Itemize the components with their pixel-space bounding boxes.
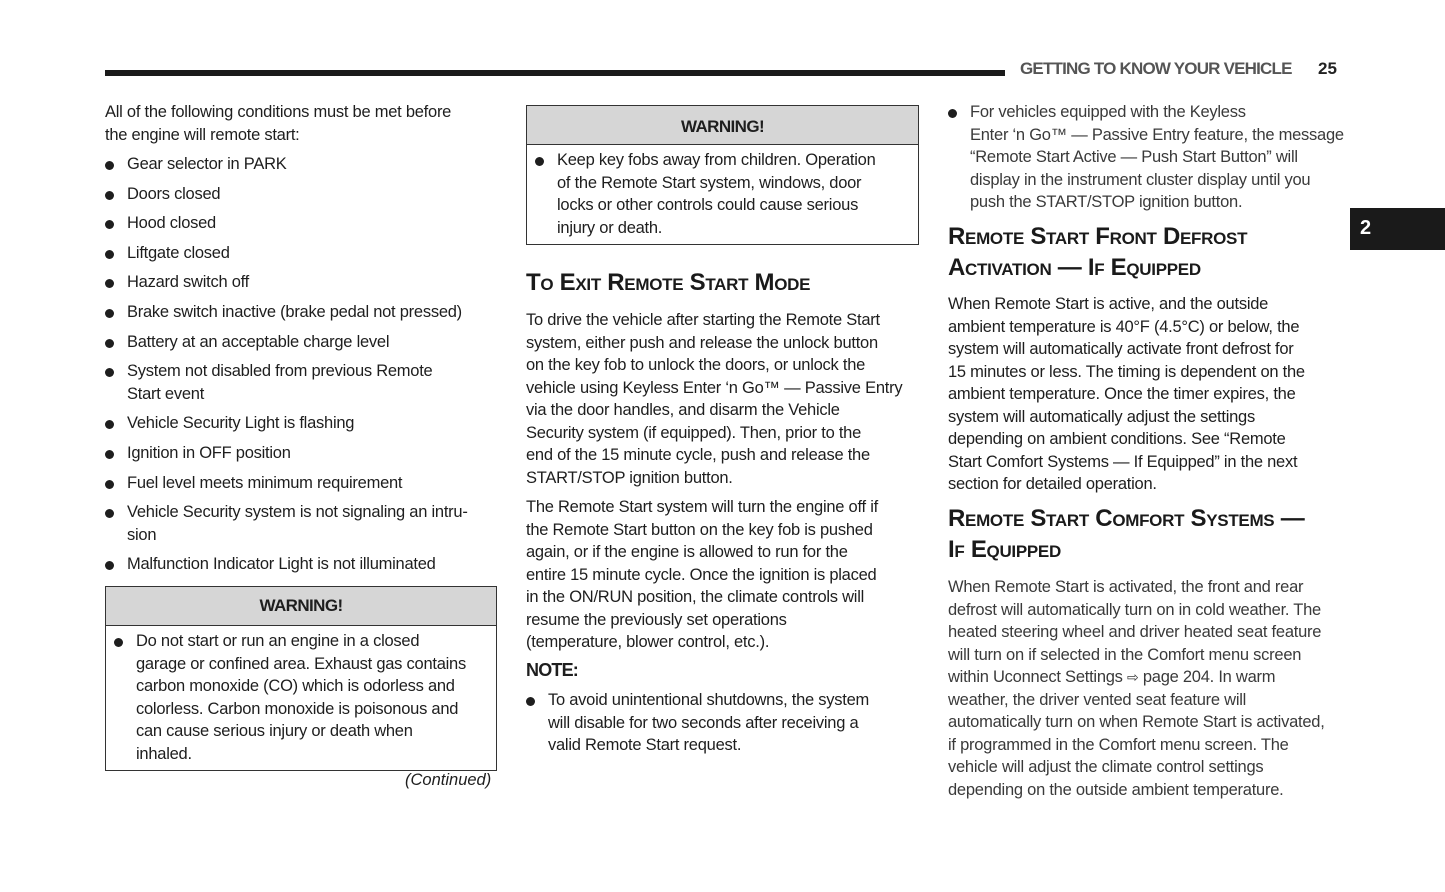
chapter-number: 2 [1360,217,1372,239]
paragraph: When Remote Start is active, and the outside ambient temperature is 40°F (4.5°C) or below, the system will automatically activate front defrost for 15 minutes or less. The timing is dependent on the ambient temperature. Once the timer expires, the system will automatically adjust the settings depending on ambient conditions. See “Remote Start Comfort Systems — If Equipped” in the next section for detailed operation. [948,295,1305,493]
bullet-icon [105,509,114,518]
condition-text: Ignition in OFF position [127,443,291,462]
warning-title: WARNING! [527,106,918,145]
condition-text: Hood closed [127,214,216,233]
condition-text: Liftgate closed [127,243,230,262]
page-reference-link[interactable]: page 204 [1142,668,1210,686]
bullet-icon [105,191,114,200]
condition-text: Gear selector in PARK [127,155,287,173]
condition-text: Battery at an acceptable charge level [127,332,390,351]
section-title: GETTING TO KNOW YOUR VEHICLE [1020,59,1292,78]
warning-box-1 [105,586,497,771]
bullet-icon [105,561,114,570]
condition-text: Malfunction Indicator Light is not illuminated [127,555,436,574]
bullet-icon [105,480,114,489]
note-text: To avoid unintentional shutdowns, the system will disable for two seconds after receiving a valid Remote Start request. [548,691,870,754]
condition-text: System not disabled from previous Remote Start event [127,362,433,403]
section-heading: Remote Start Front Defrost Activation — If Equipped [948,223,1248,281]
note-label: NOTE: [526,660,578,680]
paragraph: To drive the vehicle after starting the Remote Start system, either push and release the unlock button on the key fob to unlock the doors, or unlock the vehicle using Keyless Enter ‘n Go™ — Passive Entry via the door handles, and disarm the Vehicle Security system (if equipped). Then, prior to the end of the 15 minute cycle, push and release the START/STOP ignition button. [526,311,903,487]
intro-text: All of the following conditions must be met before the engine will remote start: [105,103,452,144]
paragraph: The Remote Start system will turn the engine off if the Remote Start button on the key fob is pushed again, or if the engine is allowed to run for the entire 15 minute cycle. Once the ignition is placed in the ON/RUN position, the climate controls will resume the previously set operations (temperature, blower control, etc.). [526,498,878,651]
bullet-icon [105,161,114,170]
warning-title: WARNING! [106,587,496,626]
condition-text: Fuel level meets minimum requirement [127,473,403,492]
paragraph [948,576,1325,801]
continued-label: (Continued) [405,771,492,789]
paragraph-text: When Remote Start is activated, the front and rear defrost will automatically turn on in cold weather. The heated steering wheel and driver heated seat feature will turn on if selected in the Comfort menu screen within Uconnect Settings [948,578,1322,686]
bullet-icon [105,450,114,459]
warning-text: Do not start or run an engine in a closed garage or confined area. Exhaust gas contains carbon monoxide (CO) which is odorless and colorless. Carbon monoxide is poisonous and can cause serious injury or death when inhaled. [136,632,466,763]
condition-text: Vehicle Security Light is flashing [127,414,355,433]
bullet-icon [105,339,114,348]
page-number: 25 [1318,59,1337,78]
bullet-icon [105,250,114,259]
section-heading: Remote Start Comfort Systems — If Equipped [948,505,1305,563]
chapter-tab [1350,208,1445,250]
bullet-icon [105,309,114,318]
condition-text: Hazard switch off [127,273,249,292]
warning-box-2 [526,105,919,245]
bullet-icon [948,109,957,118]
page-reference-arrow-icon: ⇨ [1127,669,1139,685]
warning-text: Keep key fobs away from children. Operation of the Remote Start system, windows, door locks or other controls could cause serious injury or death. [557,151,876,237]
bullet-icon [105,220,114,229]
bullet-icon [105,279,114,288]
condition-text: Vehicle Security system is not signaling an intru- sion [127,503,468,544]
bullet-icon [105,368,114,377]
section-heading: To Exit Remote Start Mode [526,269,811,296]
bullet-icon [526,697,535,706]
condition-text: Brake switch inactive (brake pedal not pressed) [127,303,462,321]
bullet-icon [105,420,114,429]
header-rule [105,70,1005,76]
condition-text: Doors closed [127,184,221,203]
bullet-icon [114,638,123,647]
bullet-icon [535,157,544,166]
list-item-text: For vehicles equipped with the Keyless Enter ‘n Go™ — Passive Entry feature, the message “Remote Start Active — Push Start Button” will display in the instrument cluster display until you push the START/STOP ignition button. [970,103,1344,211]
paragraph-text: . In warm weather, the driver vented seat feature will automatically turn on when Remote Start is activated, if programmed in the Comfort menu screen. The vehicle will adjust the climate control settings depending on the outside ambient temperature. [948,668,1325,799]
